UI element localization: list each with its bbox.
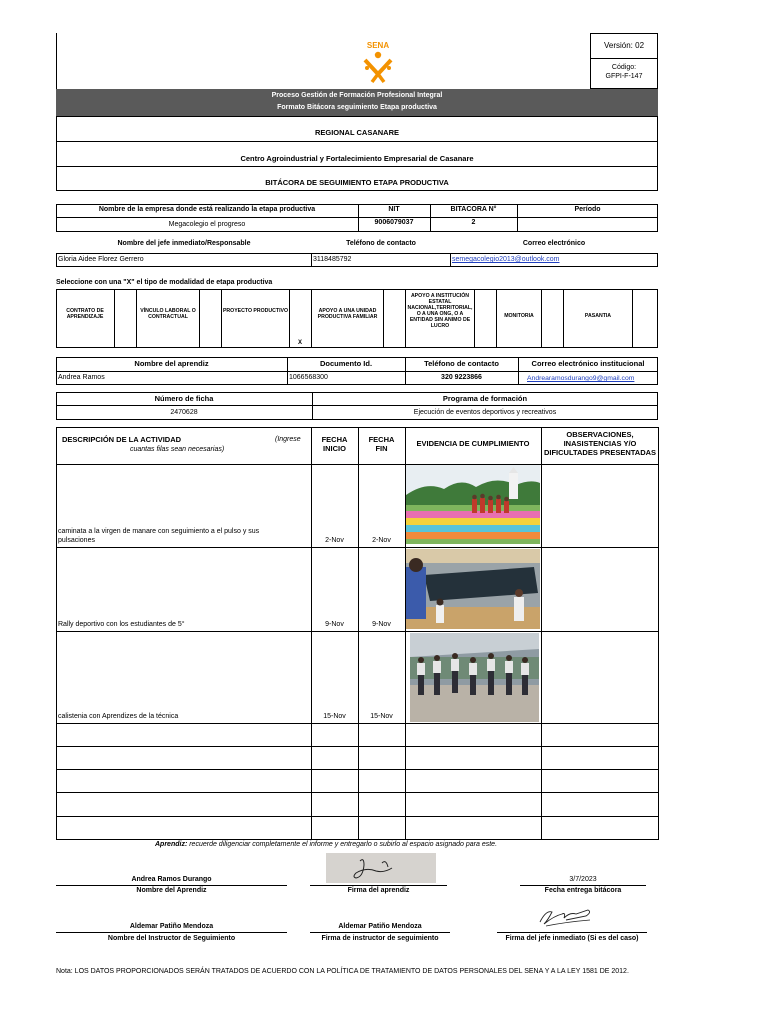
apprentice-signature-image: [326, 853, 436, 883]
start-header-2: INICIO: [323, 444, 346, 453]
process-title: Proceso Gestión de Formación Profesional Integral: [271, 92, 443, 99]
nit-value: 9006079037: [374, 219, 414, 226]
activity-desc-line-1: caminata a la virgen de manare con seguimiento a el pulso y sus: [58, 528, 260, 535]
apprentice-sign-caption: Firma del aprendiz: [347, 887, 410, 894]
program-label: Programa de formación: [442, 394, 528, 403]
activity-end: 15-Nov: [370, 713, 393, 720]
evidence-photo-rally: [406, 549, 540, 629]
desc-hint-1: (Ingrese: [275, 436, 301, 443]
instructor-sign-name: Aldemar Patiño Mendoza: [338, 923, 422, 930]
apprentice-doc-label: Documento Id.: [319, 359, 373, 368]
bitacora-number: 2: [471, 219, 476, 226]
end-header-2: FIN: [375, 444, 388, 453]
modality-option-proyecto: PROYECTO PRODUCTIVO: [222, 308, 289, 314]
apprentice-name: Andrea Ramos: [58, 374, 105, 381]
ficha-value: 2470628: [170, 409, 198, 416]
boss-phone: 3118485792: [313, 256, 352, 263]
apprentice-name-label: Nombre del aprendiz: [134, 359, 209, 368]
boss-signature-image: [536, 902, 596, 928]
code-value: GFPI-F-147: [605, 73, 643, 80]
company-name-label: Nombre de la empresa donde está realizando la etapa productiva: [98, 206, 316, 213]
periodo-label: Período: [574, 206, 601, 213]
modality-option-apoyo-familiar: APOYO A UNA UNIDAD PRODUCTIVA FAMILIAR: [317, 308, 378, 320]
modality-mark: X: [297, 340, 302, 346]
apprentice-full-name: Andrea Ramos Durango: [131, 876, 212, 883]
end-header-1: FECHA: [368, 435, 395, 444]
regional-title: REGIONAL CASANARE: [314, 128, 400, 137]
bitacora-number-label: BITACORA N°: [450, 206, 497, 213]
sena-logo: [356, 40, 400, 84]
apprentice-name-caption: Nombre del Aprendiz: [136, 887, 207, 894]
obs-header-3: DIFICULTADES PRESENTADAS: [543, 448, 657, 457]
ficha-label: Número de ficha: [154, 394, 214, 403]
apprentice-phone-label: Teléfono de contacto: [424, 359, 499, 368]
activity-start: 2-Nov: [325, 537, 344, 544]
format-title: Formato Bitácora seguimiento Etapa productiva: [277, 104, 437, 111]
boss-name: Gloria Aidee Florez Gerrero: [58, 256, 144, 263]
activity-start: 15-Nov: [323, 713, 346, 720]
activity-desc-line-2: pulsaciones: [58, 537, 95, 544]
boss-sign-caption: Firma del jefe inmediato (Si es del caso): [505, 935, 639, 942]
instructor-name-caption: Nombre del Instructor de Seguimiento: [107, 935, 236, 942]
obs-header-1: OBSERVACIONES,: [566, 430, 634, 439]
desc-header: DESCRIPCIÓN DE LA ACTIVIDAD: [62, 435, 182, 444]
start-header-1: FECHA: [321, 435, 348, 444]
evidence-header: EVIDENCIA DE CUMPLIMIENTO: [416, 439, 530, 448]
version-label: Versión: 02: [603, 41, 645, 50]
modality-prompt: Seleccione con una "X" el tipo de modalidad de etapa productiva: [56, 279, 273, 286]
nit-label: NIT: [388, 206, 400, 213]
activity-end: 2-Nov: [372, 537, 391, 544]
boss-name-label: Nombre del jefe inmediato/Responsable: [117, 240, 251, 247]
apprentice-doc: 1066568300: [289, 374, 328, 381]
activity-desc-line-1: calistenia con Aprendizes de la técnica: [58, 713, 179, 720]
centro-title: Centro Agroindustrial y Fortalecimiento Empresarial de Casanare: [240, 154, 474, 163]
apprentice-reminder-label: Aprendiz:: [155, 841, 188, 848]
apprentice-reminder: [155, 841, 497, 849]
modality-option-monitoria: MONITORIA: [504, 313, 534, 319]
boss-email-link[interactable]: semegacolegio2013@outlook.com: [452, 256, 560, 263]
instructor-sign-caption: Firma de instructor de seguimiento: [321, 935, 439, 942]
delivery-date: 3/7/2023: [569, 876, 597, 883]
boss-email-label: Correo electrónico: [522, 240, 586, 247]
boss-phone-label: Teléfono de contacto: [346, 240, 416, 247]
instructor-full-name: Aldemar Patiño Mendoza: [129, 923, 214, 930]
apprentice-email-link[interactable]: Andrearamosdurango9@gmail.com: [527, 375, 635, 382]
code-label: Código:: [611, 64, 637, 71]
obs-header-2: INASISTENCIAS Y/O: [563, 439, 637, 448]
evidence-photo-walk: [406, 465, 540, 544]
company-name: Megacolegio el progreso: [168, 221, 246, 228]
logo-text: SENA: [366, 41, 390, 50]
modality-option-apoyo-institucion: APOYO A INSTITUCIÓN ESTATAL NACIONAL,TERRITORIAL, O A UNA ONG, O A ENTIDAD SIN ANIMO DE LUCRO: [407, 293, 473, 329]
modality-option-pasantia: PASANTIA: [584, 313, 612, 319]
footer-note: Nota: LOS DATOS PROPORCIONADOS SERÁN TRATADOS DE ACUERDO CON LA POLÍTICA DE TRATAMIENTO DE DATOS PERSONALES DEL SENA Y A LA LEY 1581 DE 2012.: [56, 968, 629, 975]
bitacora-title: BITÁCORA DE SEGUIMIENTO ETAPA PRODUCTIVA: [265, 178, 449, 187]
evidence-photo-calisthenics: [410, 633, 539, 722]
modality-option-contrato: CONTRATO DE APRENDIZAJE: [66, 308, 104, 320]
delivery-date-caption: Fecha entrega bitácora: [544, 887, 622, 894]
activity-end: 9-Nov: [372, 621, 391, 628]
activity-desc-line-1: Rally deportivo con los estudiantes de 5°: [58, 621, 185, 628]
apprentice-phone: 320 9223866: [441, 374, 482, 381]
activity-start: 9-Nov: [325, 621, 344, 628]
modality-option-vinculo: VÍNCULO LABORAL O CONTRACTUAL: [140, 308, 196, 320]
program-value: Ejecución de eventos deportivos y recreativos: [413, 409, 557, 416]
desc-hint-2: cuantas filas sean necesarias): [130, 446, 225, 453]
apprentice-email-label: Correo electrónico institucional: [531, 359, 645, 368]
apprentice-reminder-text: recuerde diligenciar completamente el informe y entregarlo o subirlo al espacio asignado para este.: [187, 841, 498, 848]
